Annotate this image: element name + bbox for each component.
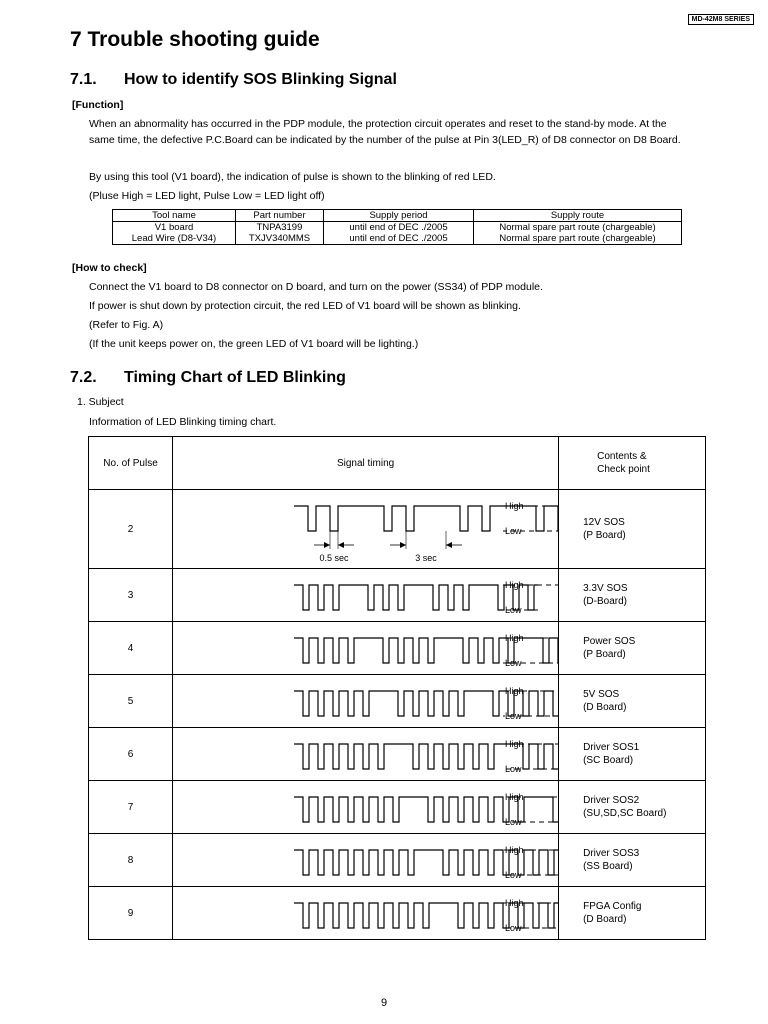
- check-point-cell: [559, 834, 706, 887]
- pulse-count: 8: [89, 834, 173, 887]
- table-row: [89, 728, 706, 781]
- signal-timing-cell: [173, 834, 559, 887]
- signal-timing-cell: [173, 490, 559, 569]
- low-label: Low: [505, 526, 522, 536]
- section-title: How to identify SOS Blinking Signal: [124, 71, 397, 88]
- check-point-line2: (SU,SD,SC Board): [583, 808, 667, 819]
- check-point-line2: (D Board): [583, 914, 627, 925]
- tools-cell: TXJV340MMS: [236, 233, 324, 245]
- table-row: [113, 222, 682, 234]
- pulse-waveform: [173, 569, 558, 621]
- check-point-line1: Power SOS: [583, 636, 636, 647]
- check-point-line1: 5V SOS: [583, 689, 620, 700]
- check-point-cell: [559, 490, 706, 569]
- check-point-line2: (SS Board): [583, 861, 633, 872]
- section-number: 7.2.: [70, 369, 97, 386]
- high-label: High: [505, 898, 524, 908]
- table-row: [89, 622, 706, 675]
- how-to-check-line4: (If the unit keeps power on, the green LED of V1 board will be lighting.): [89, 338, 419, 350]
- check-point-cell: [559, 781, 706, 834]
- pulse-waveform: [173, 675, 558, 727]
- col-pulse-header: No. of Pulse: [89, 437, 173, 490]
- check-point-line2: (P Board): [583, 649, 626, 660]
- low-label: Low: [505, 870, 522, 880]
- how-to-check-line3: (Refer to Fig. A): [89, 319, 164, 331]
- tools-header-cell: Part number: [236, 210, 324, 222]
- table-row: [89, 887, 706, 940]
- signal-timing-cell: [173, 887, 559, 940]
- low-label: Low: [505, 605, 522, 615]
- pulse-count: 2: [89, 490, 173, 569]
- tools-cell: Lead Wire (D8-V34): [113, 233, 236, 245]
- interval-markers: [314, 531, 462, 549]
- pulse-waveform: [173, 834, 558, 886]
- table-row: [89, 834, 706, 887]
- high-label: High: [505, 739, 524, 749]
- how-to-check-line1: Connect the V1 board to D8 connector on D board, and turn on the power (SS34) of PDP module.: [89, 281, 543, 293]
- table-row: [89, 781, 706, 834]
- check-point-line1: Driver SOS3: [583, 848, 640, 859]
- pulse-description: (Pluse High = LED light, Pulse Low = LED light off): [89, 190, 325, 202]
- high-label: High: [505, 686, 524, 696]
- subject-info: Information of LED Blinking timing chart.: [89, 416, 277, 428]
- check-point-line2: (P Board): [583, 530, 626, 541]
- col-contents-header: [559, 437, 706, 490]
- signal-timing-cell: [173, 569, 559, 622]
- tools-header-cell: Tool name: [113, 210, 236, 222]
- pulse-count: 3: [89, 569, 173, 622]
- check-point-cell: [559, 569, 706, 622]
- signal-timing-cell: [173, 728, 559, 781]
- section-heading-7-2: [70, 369, 346, 387]
- col-signal-header: Signal timing: [173, 437, 559, 490]
- col-contents-line1: Contents &: [597, 451, 647, 462]
- how-to-check-line2: If power is shut down by protection circuit, the red LED of V1 board will be shown as blinking.: [89, 300, 521, 312]
- series-badge: MD-42M8 SERIES: [688, 14, 754, 25]
- page-title: 7 Trouble shooting guide: [70, 28, 320, 51]
- check-point-line2: (D Board): [583, 702, 627, 713]
- pulse-count: 4: [89, 622, 173, 675]
- low-label: Low: [505, 711, 522, 721]
- table-row: [89, 569, 706, 622]
- timing-table-body: [89, 490, 706, 940]
- low-label: Low: [505, 764, 522, 774]
- check-point-line1: FPGA Config: [583, 901, 642, 912]
- signal-timing-cell: [173, 622, 559, 675]
- signal-timing-cell: [173, 781, 559, 834]
- low-label: Low: [505, 658, 522, 668]
- function-text-line1: When an abnormality has occurred in the PDP module, the protection circuit operates and reset to the stand-by mode. At the: [89, 118, 667, 130]
- low-label: Low: [505, 817, 522, 827]
- how-to-check-label: [How to check]: [72, 262, 147, 274]
- high-label: High: [505, 633, 524, 643]
- tools-cell: until end of DEC ./2005: [324, 222, 474, 234]
- short-interval-label: 0.5 sec: [319, 553, 349, 563]
- check-point-line2: (D-Board): [583, 596, 627, 607]
- long-interval-label: 3 sec: [415, 553, 437, 563]
- high-label: High: [505, 580, 524, 590]
- pulse-waveform: [173, 728, 558, 780]
- section-number: 7.1.: [70, 71, 97, 88]
- page-number: 9: [380, 997, 388, 1009]
- tools-cell: Normal spare part route (chargeable): [474, 222, 682, 234]
- check-point-line1: 3.3V SOS: [583, 583, 628, 594]
- check-point-cell: [559, 887, 706, 940]
- check-point-line1: Driver SOS2: [583, 795, 640, 806]
- signal-timing-cell: [173, 675, 559, 728]
- tools-table: [112, 209, 682, 245]
- tools-table-header: [113, 210, 682, 222]
- section-heading-7-1: [70, 71, 397, 89]
- pulse-waveform: [173, 622, 558, 674]
- pulse-waveform: [173, 781, 558, 833]
- pulse-count: 6: [89, 728, 173, 781]
- section-title: Timing Chart of LED Blinking: [124, 369, 346, 386]
- check-point-line1: 12V SOS: [583, 517, 625, 528]
- high-label: High: [505, 501, 524, 511]
- pulse-waveform: [173, 490, 558, 568]
- table-row: [89, 675, 706, 728]
- waveform-line: [294, 585, 538, 610]
- check-point-cell: [559, 622, 706, 675]
- tools-cell: until end of DEC ./2005: [324, 233, 474, 245]
- function-label: [Function]: [72, 99, 124, 111]
- pulse-count: 9: [89, 887, 173, 940]
- check-point-line2: (SC Board): [583, 755, 634, 766]
- tools-cell: TNPA3199: [236, 222, 324, 234]
- high-label: High: [505, 845, 524, 855]
- timing-table-header: [89, 437, 706, 490]
- tools-header-cell: Supply period: [324, 210, 474, 222]
- check-point-line1: Driver SOS1: [583, 742, 640, 753]
- tools-cell: Normal spare part route (chargeable): [474, 233, 682, 245]
- pulse-waveform: [173, 887, 558, 939]
- check-point-cell: [559, 728, 706, 781]
- table-row: [89, 490, 706, 569]
- function-text-line2: same time, the defective P.C.Board can be indicated by the number of the pulse at Pin 3(LED_R) of D8 connector on D8 Board.: [89, 134, 681, 146]
- table-row: [113, 233, 682, 245]
- check-point-cell: [559, 675, 706, 728]
- subject-label: 1. Subject: [77, 396, 124, 408]
- pulse-count: 7: [89, 781, 173, 834]
- led-timing-table: [88, 436, 706, 940]
- tools-header-cell: Supply route: [474, 210, 682, 222]
- tool-description: By using this tool (V1 board), the indication of pulse is shown to the blinking of red LED.: [89, 171, 496, 183]
- pulse-count: 5: [89, 675, 173, 728]
- high-label: High: [505, 792, 524, 802]
- col-contents-line2: Check point: [597, 464, 650, 475]
- tools-cell: V1 board: [113, 222, 236, 234]
- low-label: Low: [505, 923, 522, 933]
